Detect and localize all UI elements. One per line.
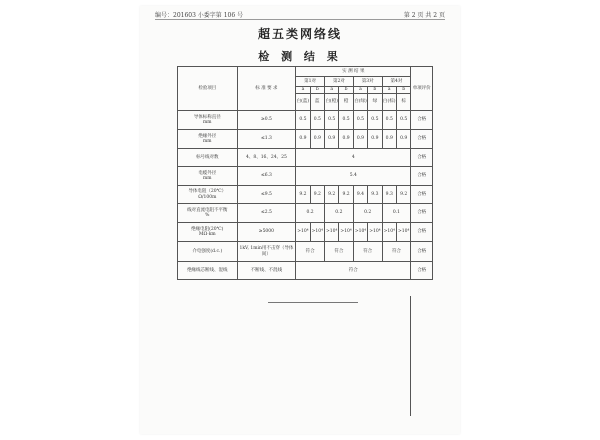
table-row (178, 262, 433, 280)
requirement-cell: ≤1.3 (237, 130, 296, 149)
wire-color: 橙 (339, 94, 353, 111)
value-cell: 0.9 (368, 130, 382, 149)
wire-a: a (296, 87, 310, 94)
wire-color: 白(绿) (353, 94, 367, 111)
item-cell: 线对直流电阻不平衡 % (178, 204, 238, 223)
requirement-cell: 不断线、不混线 (237, 262, 296, 280)
item-cell: 绝缘线芯断线、混线 (178, 262, 238, 280)
table-row (178, 130, 433, 149)
value-cell: >10⁴ (368, 223, 382, 242)
requirement-cell: ≤6.3 (237, 167, 296, 186)
value-cell: >10⁴ (382, 223, 396, 242)
value-cell: 0.5 (368, 111, 382, 130)
value-cell: 9.3 (382, 186, 396, 204)
requirement-cell: 4、8、16、24、25 (237, 149, 296, 167)
value-cell: 0.5 (396, 111, 410, 130)
value-cell: 符合 (296, 262, 411, 280)
document-title: 超五类网络线 (257, 27, 342, 41)
value-cell: 0.1 (382, 204, 411, 223)
table-header-row (178, 67, 433, 77)
results-table (177, 66, 433, 280)
evaluation-cell: 合格 (411, 186, 433, 204)
value-cell: >10⁴ (296, 223, 310, 242)
item-cell: 导体电阻（20℃） Ω/100m (178, 186, 238, 204)
wire-a: a (353, 87, 367, 94)
table-row (178, 242, 433, 262)
value-cell: >10⁴ (396, 223, 410, 242)
value-cell: 0.9 (310, 130, 324, 149)
value-cell: 0.2 (325, 204, 354, 223)
value-cell: 0.5 (353, 111, 367, 130)
requirement-cell: ≤9.5 (237, 186, 296, 204)
value-cell: 符合 (325, 242, 354, 262)
wire-color: 白(蓝) (296, 94, 310, 111)
value-cell: 0.9 (396, 130, 410, 149)
evaluation-cell: 合格 (411, 204, 433, 223)
value-cell: 0.5 (339, 111, 353, 130)
pair-label: 第4对 (382, 77, 411, 87)
value-cell: 5.4 (296, 167, 411, 186)
value-cell: 9.3 (368, 186, 382, 204)
wire-b: b (339, 87, 353, 94)
value-cell: 9.2 (396, 186, 410, 204)
value-cell: 4 (296, 149, 411, 167)
pair-label: 第1对 (296, 77, 325, 87)
value-cell: >10⁴ (325, 223, 339, 242)
value-cell: 0.2 (296, 204, 325, 223)
value-cell: 9.2 (310, 186, 324, 204)
wire-color: 白(橙) (325, 94, 339, 111)
value-cell: 9.2 (296, 186, 310, 204)
item-cell: 绝缘电阻(20℃) MΩ·km (178, 223, 238, 242)
requirement-cell: ≥0.5 (237, 111, 296, 130)
item-cell: 标号线对数 (178, 149, 238, 167)
wire-color: 蓝 (310, 94, 324, 111)
value-cell: 0.5 (310, 111, 324, 130)
header-item: 检验项目 (178, 67, 238, 111)
value-cell: 符合 (353, 242, 382, 262)
value-cell: 0.5 (382, 111, 396, 130)
table-row (178, 223, 433, 242)
evaluation-cell: 合格 (411, 223, 433, 242)
pair-label: 第2对 (325, 77, 354, 87)
value-cell: 0.9 (339, 130, 353, 149)
value-cell: 0.9 (382, 130, 396, 149)
evaluation-cell: 合格 (411, 149, 433, 167)
blank-line (268, 302, 358, 303)
pair-label: 第3对 (353, 77, 382, 87)
header-requirement: 标 准 要 求 (237, 67, 296, 111)
page-number: 第 2 页 共 2 页 (403, 12, 445, 19)
header-results: 实 测 结 果 (296, 67, 411, 77)
requirement-cell: ≤2.5 (237, 204, 296, 223)
wire-color: 绿 (368, 94, 382, 111)
wire-a: a (382, 87, 396, 94)
table-row (178, 167, 433, 186)
page-header (155, 9, 445, 20)
value-cell: 符合 (382, 242, 411, 262)
table-row (178, 111, 433, 130)
value-cell: 0.5 (296, 111, 310, 130)
value-cell: 9.4 (353, 186, 367, 204)
value-cell: 符合 (296, 242, 325, 262)
value-cell: >10⁴ (353, 223, 367, 242)
value-cell: 0.5 (325, 111, 339, 130)
value-cell: 0.2 (353, 204, 382, 223)
table-row (178, 204, 433, 223)
wire-b: b (396, 87, 410, 94)
item-cell: 电缆外径 mm (178, 167, 238, 186)
wire-b: b (368, 87, 382, 94)
value-cell: 9.2 (325, 186, 339, 204)
value-cell: >10⁴ (310, 223, 324, 242)
value-cell: 0.9 (296, 130, 310, 149)
table-row (178, 149, 433, 167)
header-evaluation: 单项评价 (411, 67, 433, 111)
wire-b: b (310, 87, 324, 94)
requirement-cell: 1kV, 1min用不击穿（导体间） (237, 242, 296, 262)
wire-color: 棕 (396, 94, 410, 111)
requirement-cell: ≥5000 (237, 223, 296, 242)
value-cell: >10⁴ (339, 223, 353, 242)
evaluation-cell: 合格 (411, 130, 433, 149)
item-cell: 导体标称直径 mm (178, 111, 238, 130)
value-cell: 0.9 (325, 130, 339, 149)
item-cell: 绝缘外径 mm (178, 130, 238, 149)
document-number: 编号：201603 小委字第 106 号 (155, 12, 244, 19)
table-border-line (410, 296, 411, 416)
evaluation-cell: 合格 (411, 167, 433, 186)
item-cell: 介电强度(d.c.) (178, 242, 238, 262)
document-subtitle: 检 测 结 果 (258, 50, 342, 63)
evaluation-cell: 合格 (411, 262, 433, 280)
value-cell: 0.9 (353, 130, 367, 149)
wire-a: a (325, 87, 339, 94)
table-row (178, 186, 433, 204)
value-cell: 9.2 (339, 186, 353, 204)
wire-color: 白(棕) (382, 94, 396, 111)
evaluation-cell: 合格 (411, 111, 433, 130)
evaluation-cell: 合格 (411, 242, 433, 262)
